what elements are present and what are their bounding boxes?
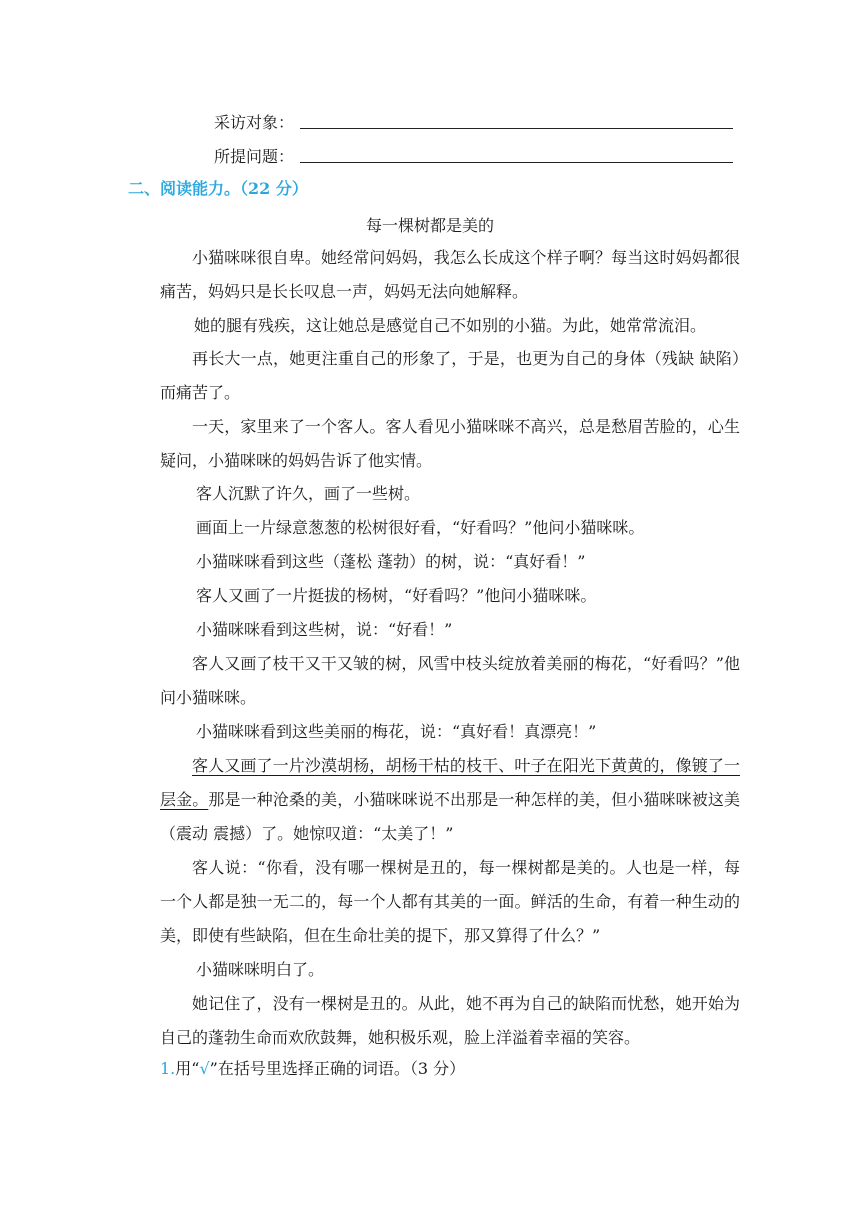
article-title: 每一棵树都是美的 bbox=[365, 216, 494, 235]
questions-label: 所提问题： bbox=[214, 147, 295, 166]
paragraph: 客人又画了一片挺拔的杨树，“好看吗？”他问小猫咪咪。 bbox=[196, 586, 597, 605]
checkmark-icon: √ bbox=[199, 1059, 210, 1078]
paragraph: 小猫咪咪看到这些美丽的梅花，说：“真好看！真漂亮！” bbox=[196, 722, 597, 741]
paragraph: 一天，家里来了一个客人。客人看见小猫咪咪不高兴，总是愁眉苦脸的，心生疑问，小猫咪咪的妈妈告诉了他实情。 bbox=[160, 417, 740, 470]
question-1 bbox=[160, 1058, 465, 1080]
paragraph: 客人说：“你看，没有哪一棵树是丑的，每一棵树都是美的。人也是一样，每一个人都是独一无二的，每一个人都有其美的一面。鲜活的生命，有着一种生动的美，即使有些缺陷，但在生命壮美的提下，那又算得了什么？” bbox=[160, 858, 740, 945]
question-number: 1. bbox=[160, 1059, 176, 1078]
paragraph-underlined bbox=[160, 749, 740, 851]
section-heading: 二、阅读能力。（22 分） bbox=[128, 179, 308, 198]
paragraph: 画面上一片绿意葱葱的松树很好看，“好看吗？”他问小猫咪咪。 bbox=[196, 518, 645, 537]
paragraph: 小猫咪咪看到这些（蓬松 蓬勃）的树，说：“真好看！” bbox=[196, 552, 586, 571]
paragraph: 小猫咪咪很自卑。她经常问妈妈，我怎么长成这个样子啊？每当这时妈妈都很痛苦，妈妈只是长长叹息一声，妈妈无法向她解释。 bbox=[160, 248, 740, 301]
paragraph: 再长大一点，她更注重自己的形象了，于是，也更为自己的身体（残缺 缺陷）而痛苦了。 bbox=[160, 349, 740, 402]
paragraph: 小猫咪咪看到这些树，说：“好看！” bbox=[196, 620, 453, 639]
underlined-sentence: 客人又画了一片沙漠胡杨，胡杨干枯的枝干、叶子在阳光下黄黄的，像镀了一层金。 bbox=[160, 756, 740, 809]
interviewee-label: 采访对象： bbox=[214, 113, 295, 132]
questions-answer-line[interactable] bbox=[300, 162, 733, 163]
paragraph: 她的腿有残疾，这让她总是感觉自己不如别的小猫。为此，她常常流泪。 bbox=[194, 316, 707, 335]
interviewee-answer-line[interactable] bbox=[300, 128, 733, 129]
paragraph: 客人沉默了许久，画了一些树。 bbox=[196, 484, 421, 503]
question-text-after: ”在括号里选择正确的词语。（3 分） bbox=[209, 1059, 466, 1078]
paragraph: 客人又画了枝干又干又皱的树，风雪中枝头绽放着美丽的梅花，“好看吗？”他问小猫咪咪。 bbox=[160, 654, 740, 707]
paragraph: 小猫咪咪明白了。 bbox=[196, 960, 325, 979]
paragraph-continuation: 那是一种沧桑的美，小猫咪咪说不出那是一种怎样的美，但小猫咪咪被这美（震动 震撼）了。她惊叹道：“太美了！” bbox=[160, 790, 740, 843]
paragraph: 她记住了，没有一棵树是丑的。从此，她不再为自己的缺陷而忧愁，她开始为自己的蓬勃生命而欢欣鼓舞，她积极乐观，脸上洋溢着幸福的笑容。 bbox=[160, 994, 740, 1047]
question-text-before: 用“ bbox=[175, 1059, 200, 1078]
